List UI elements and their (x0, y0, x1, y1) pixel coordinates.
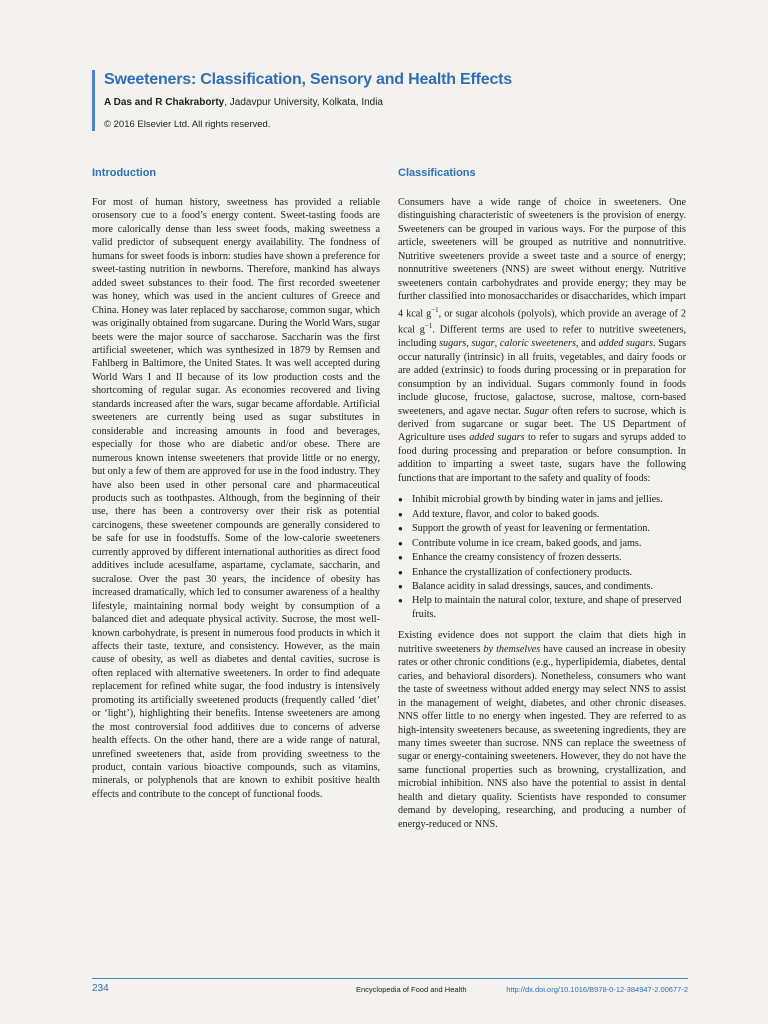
article-header (92, 70, 724, 131)
copyright-notice: © 2016 Elsevier Ltd. All rights reserved. (104, 119, 271, 130)
doi-link[interactable]: http://dx.doi.org/10.1016/B978-0-12-384947-2.00677-2 (506, 985, 688, 994)
article-title: Sweeteners: Classification, Sensory and Health Effects (104, 71, 513, 88)
superscript: −1 (431, 305, 439, 314)
page-footer (92, 978, 688, 997)
list-item: ● Help to maintain the natural color, texture, and shape of preserved fruits. (398, 594, 686, 621)
list-item: ● Support the growth of yeast for leavening or fermentation. (398, 522, 686, 535)
author-line (104, 96, 724, 110)
journal-name: Encyclopedia of Food and Health (356, 985, 467, 994)
page-number: 234 (92, 983, 109, 994)
sugar-functions-list (398, 493, 686, 621)
left-column (92, 166, 380, 801)
italic-term: sugars (439, 338, 467, 350)
italic-term: sugar (471, 338, 495, 350)
author-names: A Das and R Chakraborty (104, 97, 225, 108)
superscript: −1 (424, 322, 433, 331)
italic-term: caloric sweeteners (499, 338, 576, 350)
right-column (398, 166, 686, 831)
italic-term: added sugars (598, 338, 654, 350)
list-item: ● Add texture, flavor, and color to baked goods. (398, 508, 686, 521)
classifications-paragraph-2: Existing evidence does not support the claim that diets high in nutritive sweeteners by themselves have caused an increase in obesity rates or other chronic conditions (e.g., hyperlipidemia, diabetes, dental caries, and behavioral disorders). Nonetheless, consumers who want the taste of sweetness without added energy may select NNS to assist in the management of weight, diabetes, and other chronic diseases. NNS offer little to no energy when ingested. They are referred to as high-intensity sweeteners because, as sweetening ingredients, they are many times sweeter than sucrose. NNS can replace the sweetness of sugar or energy-containing sweeteners. However, they do not have the same functional properties such as browning, crystallization, and microbial inhibition. NNS also have the potential to assist in dental health and dietary quality. Scientists have responded to consumer demand by developing, researching, and producing a number of energy-reduced or NNS. (398, 630, 686, 830)
italic-term: added sugars (469, 432, 525, 444)
list-item: ● Enhance the creamy consistency of frozen desserts. (398, 551, 686, 564)
section-heading-classifications: Classifications (398, 167, 476, 179)
list-item: ● Contribute volume in ice cream, baked goods, and jams. (398, 537, 686, 550)
introduction-paragraph: For most of human history, sweetness has provided a reliable orosensory cue to a food’s energy content. Sweet-tasting foods are more calorically dense than less sweet foods, making sweetness a valid predictor of subsequent energy availability. The fondness of humans for sweet foods is inborn: studies have shown a preference for sweet-tasting nutrition in newborns. Therefore, mankind has always added sweet substances to their food. The first recorded sweetener was honey, which was used in the ancient cultures of Greece and China. Honey was later replaced by saccharose, common sugar, which was originally obtained from sugarcane. During the World Wars, sugar beets were the major source of saccharose. Saccharin was the first artificial sweetener, which was synthesized in 1879 by Remsen and Fahlberg in Baltimore, the United States. It was well accepted during World Wars I and II because of its low production costs and the shortcoming of regular sugar. As economies recovered and living standards increased after the wars, sugar became affordable. Artificial sweeteners are currently being used as sugar substitutes in considerable and increasing amounts in food and beverages, especially for those who are diabetic and/or obese. There are numerous known intense sweeteners that provide little or no energy, but only a few of them are approved for use in the food industry. They have also been used in other personal care and pharmaceutical products such as toothpastes. Although, from the beginning of their use, there has been a controversy over their risk as potential carcinogens, these sweetener compounds are generally considered to be safe for use in foodstuffs. Some of the low-calorie sweeteners currently approved by different international authorities as direct food additives include acesulfame, aspartame, cyclamate, saccharin, and sucralose. Over the past 30 years, the incidence of obesity has increased dramatically, which led to consumer awareness of a healthy lifestyle, maintaining normal body weight by consumption of a balanced diet and adequate physical activity. Sucrose, the most well-known carbohydrate, is present in numerous food products in which it affects their taste, texture, and consistency. However, as the main cause of obesity, as well as diabetes and dental cavities, sucrose is often replaced with alternative sweeteners. In order to find adequate replacement for refined white sugar, the food industry is intensively promoting its artificially sweetened products (frequently called ‘diet’ or ‘light’), highlighting their benefits. Intense sweeteners are among the most controversial food additives due to concerns of adverse health effects. On the other hand, there are a wide range of natural, unrefined sweeteners that, aside from providing sweetness to the product, contain various bioactive compounds, such as vitamins, minerals, or polyphenols that are known to exhibit positive health effects and contribute to the concept of functional foods. (92, 197, 380, 800)
list-item: ● Balance acidity in salad dressings, sauces, and condiments. (398, 580, 686, 593)
list-item: ● Inhibit microbial growth by binding water in jams and jellies. (398, 493, 686, 506)
affiliation: , Jadavpur University, Kolkata, India (224, 97, 383, 108)
list-item: ● Enhance the crystallization of confectionery products. (398, 566, 686, 579)
italic-term: Sugar (524, 405, 549, 417)
classifications-paragraph-1: Consumers have a wide range of choice in sweeteners. One distinguishing characteristic of sweeteners is the provision of energy. Sweeteners can be grouped in various ways. For the purpose of this article, sweeteners will be grouped as nutritive and nonnutritive. Nutritive sweeteners provide a sweet taste and a source of energy; nonnutritive sweeteners (NNS) are sweet without energy. Nutritive sweeteners contain carbohydrates and provide energy; they may be further classified into monosaccharides or disaccharides, which impart 4 kcal $g^{-1}$, or sugar alcohols (polyols), which provide an average of 2 kcal $g^{-1}$. Different terms are used to refer to nutritive sweeteners, including sugars, sugar, caloric sweeteners, and added sugars. Sugars occur naturally (intrinsic) in all fruits, vegetables, and dairy foods or are added (extrinsic) to foods during processing or in preparation for consumption by an individual. Sugars commonly found in foods include glucose, fructose, galactose, sucrose, maltose, corn-based sweeteners, and agave nectar. Sugar often refers to sucrose, which is derived from sugarcane or sugar beet. The US Department of Agriculture uses added sugars to refer to sugars and syrups added to food during processing and preparation or before consumption. In addition to imparting a sweet taste, sugars have the following functions that are important to the safety and quality of foods: (398, 197, 687, 484)
italic-term: by themselves (483, 643, 541, 655)
section-heading-introduction: Introduction (92, 167, 157, 179)
